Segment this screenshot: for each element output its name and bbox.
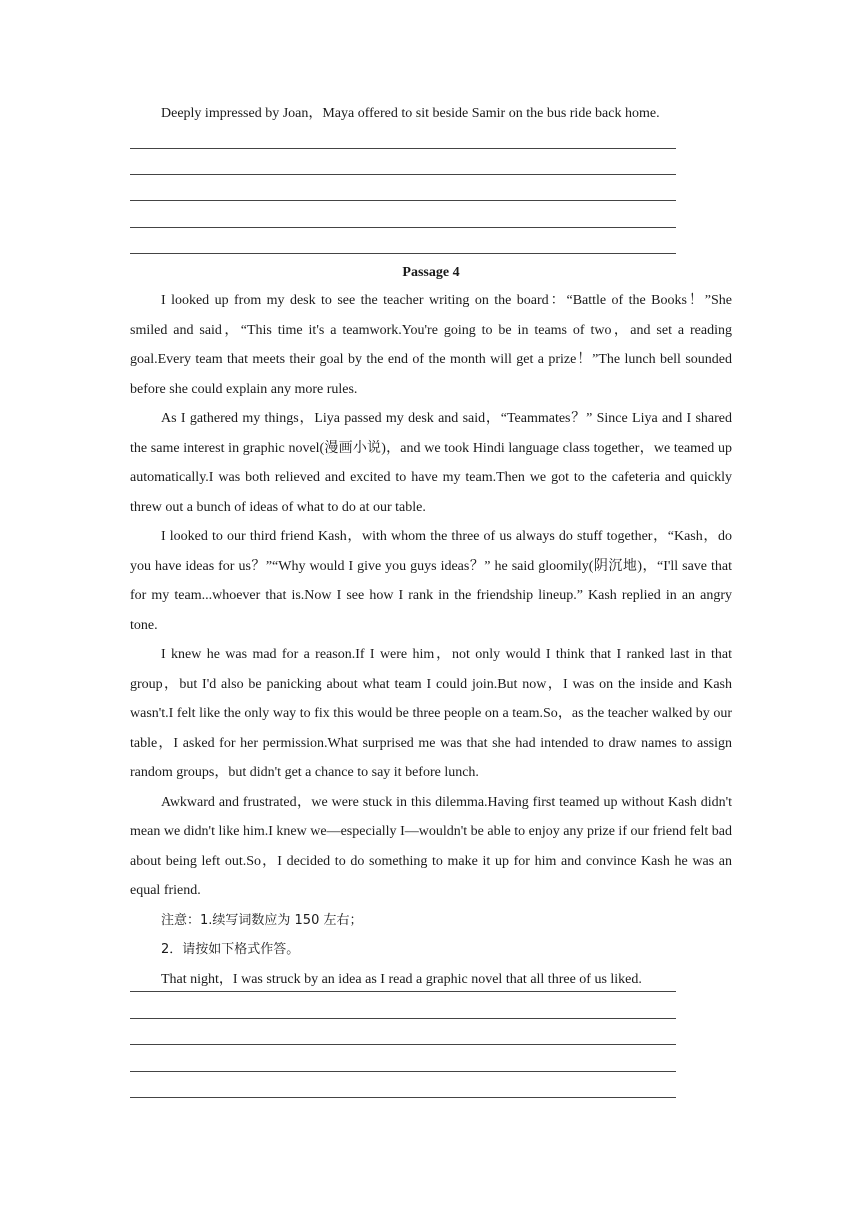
answer-line bbox=[130, 1018, 676, 1019]
passage-title: Passage 4 bbox=[402, 265, 460, 280]
word-count-note: 注意：1.续写词数应为 150 左右； bbox=[161, 912, 363, 928]
answer-line bbox=[130, 1097, 676, 1098]
answer-line bbox=[130, 200, 676, 201]
answer-line bbox=[130, 991, 676, 992]
answer-line bbox=[130, 1071, 676, 1072]
passage-paragraph: As I gathered my things，Liya passed my desk and said，“Teammates？” Since Liya and I shared the same interest in graphic novel(漫画小说)，and we took Hindi language class together，we teamed up automatically.I was both relieved and excited to have my team.Then we got to the cafeteria and quickly threw out a bunch of ideas of what to do at our table. bbox=[130, 411, 732, 515]
answer-line bbox=[130, 174, 676, 175]
passage-paragraph: I looked to our third friend Kash，with whom the three of us always do stuff together，“Kash，do you have ideas for us？”“Why would I give you guys ideas？” he said gloomily(阴沉地)，“I'll save that for my team...whoever that is.Now I see how I rank in the friendship lineup.” Kash replied in an angry tone. bbox=[130, 529, 732, 633]
answer-line bbox=[130, 148, 676, 149]
answer-line bbox=[130, 253, 676, 254]
format-note: 2．请按如下格式作答。 bbox=[161, 942, 300, 957]
passage-paragraph: Awkward and frustrated，we were stuck in this dilemma.Having first teamed up without Kash didn't mean we didn't like him.I knew we—especially I—wouldn't be able to enjoy any prize if our friend felt bad about being left out.So，I decided to do something to make it up for him and convince Kash he was an equal friend. bbox=[130, 794, 732, 898]
continuation-prompt-2: That night，I was struck by an idea as I read a graphic novel that all three of us liked. bbox=[161, 971, 642, 987]
passage-paragraph: I knew he was mad for a reason.If I were him，not only would I think that I ranked last in that group，but I'd also be panicking about what team I could join.But now，I was on the inside and Kash wasn't.I felt like the only way to fix this would be three people on a team.So，as the teacher walked by our table，I asked for her permission.What surprised me was that she had intended to draw names to assign random groups，but didn't get a chance to say it before lunch. bbox=[130, 647, 732, 780]
passage-paragraph: I looked up from my desk to see the teacher writing on the board：“Battle of the Books！”She smiled and said，“This time it's a teamwork.You're going to be in teams of two，and set a reading goal.Every team that meets their goal by the end of the month will get a prize！”The lunch bell sounded before she could explain any more rules. bbox=[130, 293, 732, 397]
answer-line bbox=[130, 1044, 676, 1045]
answer-line bbox=[130, 227, 676, 228]
continuation-prompt-1: Deeply impressed by Joan，Maya offered to sit beside Samir on the bus ride back home. bbox=[161, 106, 660, 121]
passage-body bbox=[130, 286, 732, 994]
